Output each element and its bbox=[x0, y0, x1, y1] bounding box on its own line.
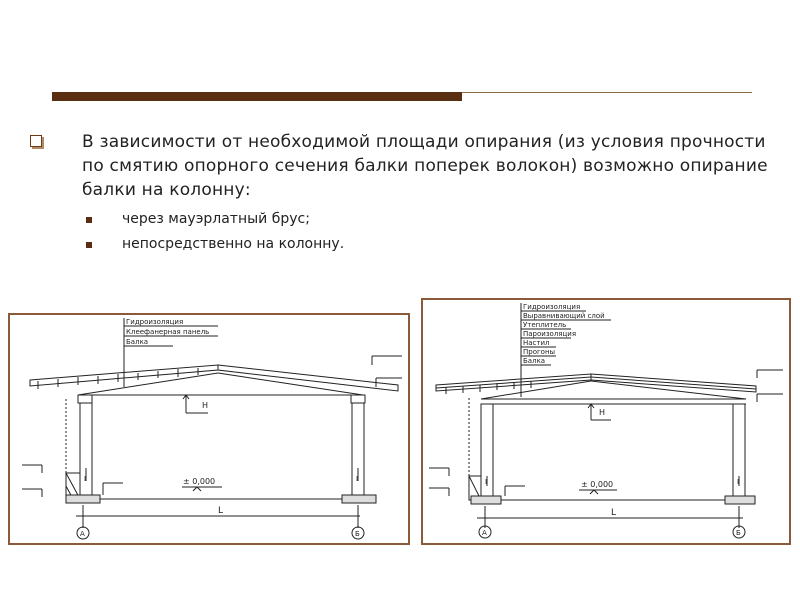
sub-bullet-item bbox=[82, 207, 790, 232]
span-label: L bbox=[218, 506, 224, 516]
sub-bullet-list bbox=[30, 207, 790, 257]
footing-right bbox=[725, 496, 755, 504]
diagram-label: Пароизоляция bbox=[523, 330, 577, 338]
axis-label-b: Б bbox=[736, 529, 741, 537]
axis-label-a: А bbox=[482, 529, 487, 537]
diagram-label: Балка bbox=[523, 357, 546, 365]
square-bullet-icon bbox=[86, 217, 92, 223]
diagram-label: Гидроизоляция bbox=[523, 303, 581, 311]
title-rule-thin bbox=[462, 92, 752, 93]
axis-label-b: Б bbox=[355, 530, 360, 538]
footing-right bbox=[342, 495, 376, 503]
diagram-frame bbox=[422, 299, 790, 544]
diagram-label: Клеефанерная панель bbox=[126, 328, 210, 336]
section-diagram-right bbox=[421, 298, 791, 545]
wall-plate bbox=[78, 395, 92, 403]
diagram-label: Прогоны bbox=[523, 348, 556, 356]
column-mark: I bbox=[84, 475, 87, 483]
elevation-label: ± 0,000 bbox=[581, 480, 614, 489]
checkbox-bullet-icon bbox=[30, 135, 42, 147]
column-mark: I bbox=[737, 478, 740, 486]
diagram-label: Утеплитель bbox=[523, 321, 567, 329]
bullet-list bbox=[30, 130, 790, 257]
column-mark: I bbox=[356, 475, 359, 483]
main-bullet bbox=[30, 130, 790, 202]
title-rule-thick bbox=[52, 92, 462, 101]
column-mark: I bbox=[485, 478, 488, 486]
sub-bullet-item bbox=[82, 232, 790, 257]
sub-bullet-text: непосредственно на колонну. bbox=[122, 236, 345, 252]
diagram-frame bbox=[9, 314, 409, 544]
elevation-label: ± 0,000 bbox=[183, 477, 216, 486]
height-label: H bbox=[202, 401, 209, 410]
footing-left bbox=[66, 495, 100, 503]
diagram-label: Гидроизоляция bbox=[126, 318, 184, 326]
diagram-label: Выравнивающий слой bbox=[523, 312, 605, 320]
height-label: H bbox=[599, 408, 606, 417]
section-diagram-left bbox=[8, 313, 410, 545]
diagram-label: Настил bbox=[523, 339, 550, 347]
main-bullet-text: В зависимости от необходимой площади опирания (из условия прочности по смятию опорного сечения балки поперек волокон) возможно опирание балки на колонну: bbox=[82, 132, 768, 200]
square-bullet-icon bbox=[86, 242, 92, 248]
span-label: L bbox=[611, 508, 617, 518]
diagram-label: Балка bbox=[126, 338, 149, 346]
axis-label-a: А bbox=[80, 530, 85, 538]
sub-bullet-text: через мауэрлатный брус; bbox=[122, 211, 310, 227]
footing-left bbox=[471, 496, 501, 504]
